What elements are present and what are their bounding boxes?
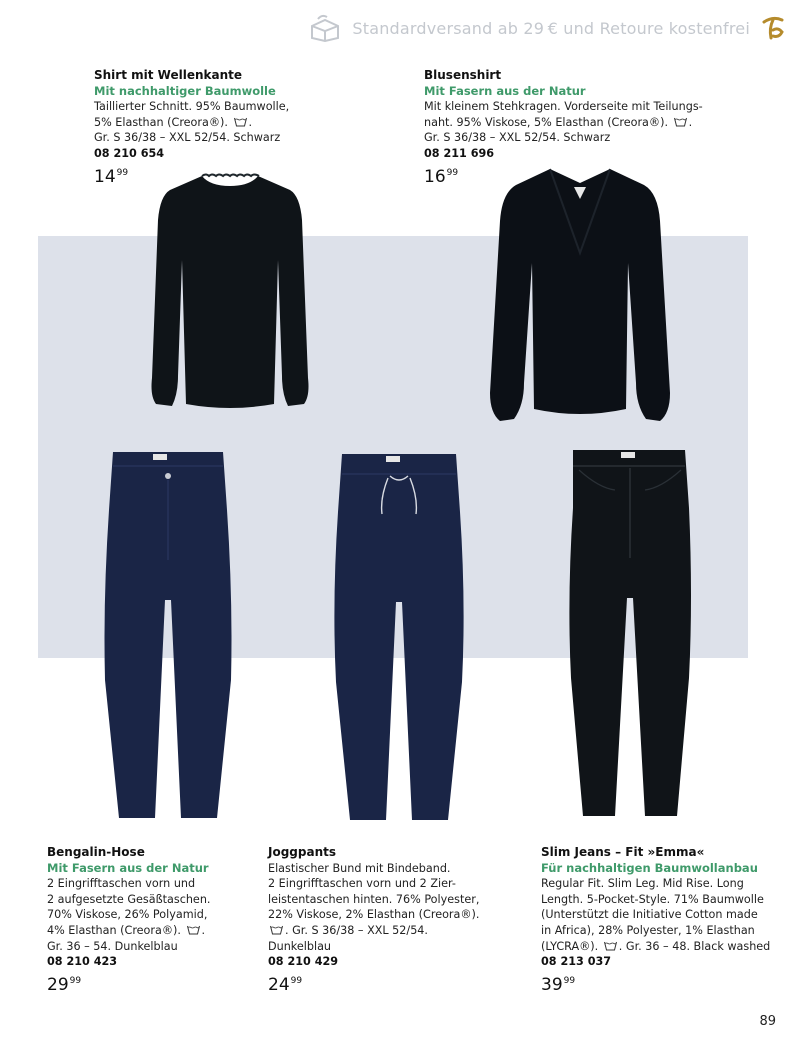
- product-desc-line: (LYCRA®).: [541, 939, 599, 953]
- product-desc-line: Length. 5-Pocket-Style. 71% Baumwolle: [541, 892, 764, 906]
- product-desc-line: (Unterstützt die Initiative Cotton made: [541, 908, 758, 922]
- product-tag: Mit nachhaltiger Baumwolle: [94, 83, 276, 98]
- product-info-shirt: Shirt mit Wellenkante Mit nachhaltiger Baumwolle Taillierter Schnitt. 95% Baumwolle, 5% Elasthan (Creora®). . Gr. S 36/38 – XXL 52/54. Schwarz 08 210 654 $14^{99}$: [94, 68, 290, 187]
- washing-symbol-icon: [604, 941, 617, 951]
- washing-symbol-icon: [234, 117, 247, 127]
- product-desc-line: in Africa), 28% Polyester, 1% Elasthan: [541, 923, 755, 937]
- product-desc-line: Elastischer Bund mit Bindeband.: [268, 861, 451, 875]
- product-desc-line: . Gr. S 36/38 – XXL 52/54.: [285, 923, 428, 937]
- product-name: Joggpants: [268, 845, 336, 859]
- article-number: 08 210 423: [47, 955, 118, 969]
- article-number: 08 210 654: [94, 146, 165, 160]
- shipping-banner-text: Standardversand ab 29 € und Retoure kostenfrei: [352, 18, 750, 38]
- product-info-bengalin: Bengalin-Hose Mit Fasern aus der Natur 2 Eingrifftaschen vorn und 2 aufgesetzte Gesäßtaschen. 70% Viskose, 26% Polyamid, 4% Elasthan (Creora®). . Gr. 36 – 54. Dunkelblau 08 210 423 $29^{99}$: [47, 845, 211, 995]
- product-desc-line: 4% Elasthan (Creora®).: [47, 923, 181, 937]
- product-name: Blusenshirt: [424, 68, 502, 82]
- product-desc-line: naht. 95% Viskose, 5% Elasthan (Creora®).: [424, 115, 669, 129]
- product-name: Slim Jeans – Fit »Emma«: [541, 845, 705, 859]
- shirt-image: [150, 168, 310, 418]
- product-desc-line: 2 Eingrifftaschen vorn und 2 Zier-: [268, 877, 456, 891]
- product-tag: Mit Fasern aus der Natur: [47, 860, 209, 875]
- product-desc-line: leistentaschen hinten. 76% Polyester,: [268, 892, 480, 906]
- shipping-banner: [308, 14, 786, 42]
- article-number: 08 211 696: [424, 146, 495, 160]
- product-name: Bengalin-Hose: [47, 845, 145, 859]
- joggpants-image: [330, 452, 468, 824]
- product-desc-line: 22% Viskose, 2% Elasthan (Creora®).: [268, 908, 480, 922]
- product-tag: Mit Fasern aus der Natur: [424, 83, 586, 98]
- product-desc-line: 2 Eingrifftaschen vorn und: [47, 877, 196, 891]
- product-price: $29^{99}$: [47, 974, 82, 995]
- product-info-jeans: [541, 845, 770, 993]
- product-price: $14^{99}$: [94, 166, 129, 187]
- parcel-icon: [308, 14, 342, 42]
- article-number: 08 213 037: [541, 955, 612, 969]
- product-info-blusenshirt: Blusenshirt Mit Fasern aus der Natur Mit kleinem Stehkragen. Vorderseite mit Teilungs- naht. 95% Viskose, 5% Elasthan (Creora®). . Gr. S 36/38 – XXL 52/54. Schwarz 08 211 696 $16^{99}$: [424, 68, 703, 187]
- product-desc-line: Mit kleinem Stehkragen. Vorderseite mit Teilungs-: [424, 100, 703, 114]
- article-number: 08 210 429: [268, 955, 339, 969]
- washing-symbol-icon: [674, 117, 687, 127]
- product-price: $24^{99}$: [268, 974, 303, 995]
- blusenshirt-image: [488, 163, 672, 428]
- product-desc-line: Regular Fit. Slim Leg. Mid Rise. Long: [541, 877, 744, 891]
- product-desc-line: Taillierter Schnitt. 95% Baumwolle,: [94, 100, 290, 114]
- product-desc-line: Gr. S 36/38 – XXL 52/54. Schwarz: [424, 131, 611, 145]
- product-desc-line: 2 aufgesetzte Gesäßtaschen.: [47, 892, 211, 906]
- product-desc-line: Dunkelblau: [268, 939, 332, 953]
- product-desc-line: 5% Elasthan (Creora®).: [94, 115, 228, 129]
- product-tag: Für nachhaltigen Baumwollanbau: [541, 860, 758, 875]
- product-desc-line: Gr. S 36/38 – XXL 52/54. Schwarz: [94, 131, 281, 145]
- page-number: 89: [759, 1014, 776, 1029]
- tchibo-logo-icon: [760, 14, 786, 42]
- product-info-joggpants: [268, 845, 479, 993]
- washing-symbol-icon: [270, 925, 283, 935]
- product-price: $39^{99}$: [541, 974, 576, 995]
- slim-jeans-image: [565, 448, 695, 822]
- bengalin-hose-image: [97, 450, 239, 822]
- product-name: Shirt mit Wellenkante: [94, 68, 243, 82]
- product-desc-line: . Gr. 36 – 48. Black washed: [618, 939, 771, 953]
- product-price: $16^{99}$: [424, 166, 459, 187]
- washing-symbol-icon: [187, 925, 200, 935]
- product-desc-line: Gr. 36 – 54. Dunkelblau: [47, 939, 178, 953]
- product-desc-line: 70% Viskose, 26% Polyamid,: [47, 908, 208, 922]
